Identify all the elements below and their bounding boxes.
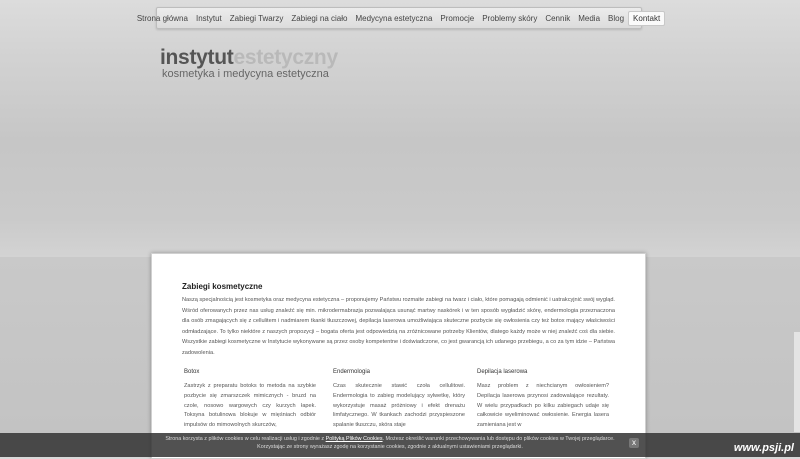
service-title[interactable]: Endermologia bbox=[333, 369, 371, 375]
intro-paragraph: Naszą specjalnością jest kosmetyka oraz medycyna estetyczna – proponujemy Państwu rozmaite zabiegi na twarz i ciało, które pomagają odmienić i uatrakcyjnić swój wygląd. Wśród oferowanych przez nas usług znaleźć się min. mikrodermabrazja pozwalająca usunąć martwy naskórek i w ten sposób wygładzić skórę, endermologia przeznaczona dla osób zmagających się z cellulitem i nadmiarem tkanki tłuszczowej, depilacja laserowa umożliwiająca skuteczne pozbycie się owłosienia czy też botox mający właściwości odmładzające. To tylko niektóre z naszych propozycji – bogata oferta jest odpowiedzią na zróżnicowane potrzeby Klientów, dlatego każdy może w niej znaleźć coś dla siebie. Wszystkie zabiegi kosmetyczne w Instytucie wykonywane są przez osoby kompetentne i doświadczone, co jest gwarancją ich udanego przebiegu, a co za tym idzie – Państwa zadowolenia. bbox=[182, 297, 615, 356]
site-logo[interactable] bbox=[160, 46, 338, 80]
service-description: Masz problem z niechcianym owłosieniem? Depilacja laserowa przynosi zadowalające rezultaty. W wielu przypadkach po kilku zabiegach udaje się całkowicie wyeliminować owłosienie. Energia lasera zamieniana jest w bbox=[477, 383, 609, 429]
logo-part-2: estetyczny bbox=[233, 46, 338, 69]
service-column-endermologia bbox=[333, 369, 465, 431]
cookie-policy-link[interactable]: Polityką Plików Cookies bbox=[325, 436, 383, 442]
nav-item-home[interactable]: Strona główna bbox=[136, 13, 188, 23]
service-column-depilacja bbox=[477, 369, 609, 431]
service-description: Zastrzyk z preparatu botoks to metoda na szybkie pozbycie się zmarszczek mimicznych - bruzd na czole, nosowo wargowych czy kurzych łapek. Toksyna botulinowa blokuje w mięśniach odbiór impulsów do mimowolnych skurczów, bbox=[184, 383, 316, 429]
main-navigation bbox=[136, 7, 661, 29]
nav-item-kontakt[interactable]: Kontakt bbox=[628, 11, 665, 26]
logo-tagline: kosmetyka i medycyna estetyczna bbox=[162, 68, 329, 80]
service-column-botox bbox=[184, 369, 316, 431]
nav-item-zabiegi-twarzy[interactable]: Zabiegi Twarzy bbox=[229, 13, 284, 23]
cookie-banner bbox=[0, 433, 800, 457]
nav-item-media[interactable]: Media bbox=[578, 13, 601, 23]
nav-item-cennik[interactable]: Cennik bbox=[545, 13, 571, 23]
cookie-text bbox=[160, 435, 620, 451]
nav-item-problemy-skory[interactable]: Problemy skóry bbox=[482, 13, 538, 23]
scrollbar[interactable] bbox=[794, 332, 800, 432]
service-title[interactable]: Botox bbox=[184, 369, 200, 375]
section-heading: Zabiegi kosmetyczne bbox=[182, 282, 263, 291]
cookie-text-before: Strona korzysta z plików cookies w celu realizacji usług i zgodnie z bbox=[165, 436, 326, 442]
service-description: Czas skutecznie stawić czoła cellulitowi. Endermologia to zabieg modelujący sylwetkę, który wykorzystuje masaż próżniowy i efekt drenażu limfatycznego. W tkankach zachodzi przyspieszone spalanie tłuszczu, skóra staje bbox=[333, 383, 465, 429]
nav-item-zabiegi-na-cialo[interactable]: Zabiegi na ciało bbox=[291, 13, 348, 23]
nav-item-instytut[interactable]: Instytut bbox=[195, 13, 222, 23]
service-title[interactable]: Depilacja laserowa bbox=[477, 369, 528, 375]
watermark: www.psji.pl bbox=[733, 442, 794, 454]
logo-wordmark bbox=[160, 46, 338, 70]
nav-item-blog[interactable]: Blog bbox=[608, 13, 625, 23]
logo-part-1: instytut bbox=[160, 46, 234, 69]
close-icon[interactable]: x bbox=[629, 438, 639, 448]
nav-item-promocje[interactable]: Promocje bbox=[440, 13, 475, 23]
nav-item-medycyna-estetyczna[interactable]: Medycyna estetyczna bbox=[355, 13, 433, 23]
cookie-text-after: . Możesz określić warunki przechowywania lub dostępu do plików cookies w Twojej przeglądarce. Korzystając ze strony wyrażasz zgodę na korzystanie cookies, zgodnie z aktualnymi ustawieniami przeglądarki. bbox=[257, 436, 615, 450]
content-panel bbox=[151, 253, 646, 459]
